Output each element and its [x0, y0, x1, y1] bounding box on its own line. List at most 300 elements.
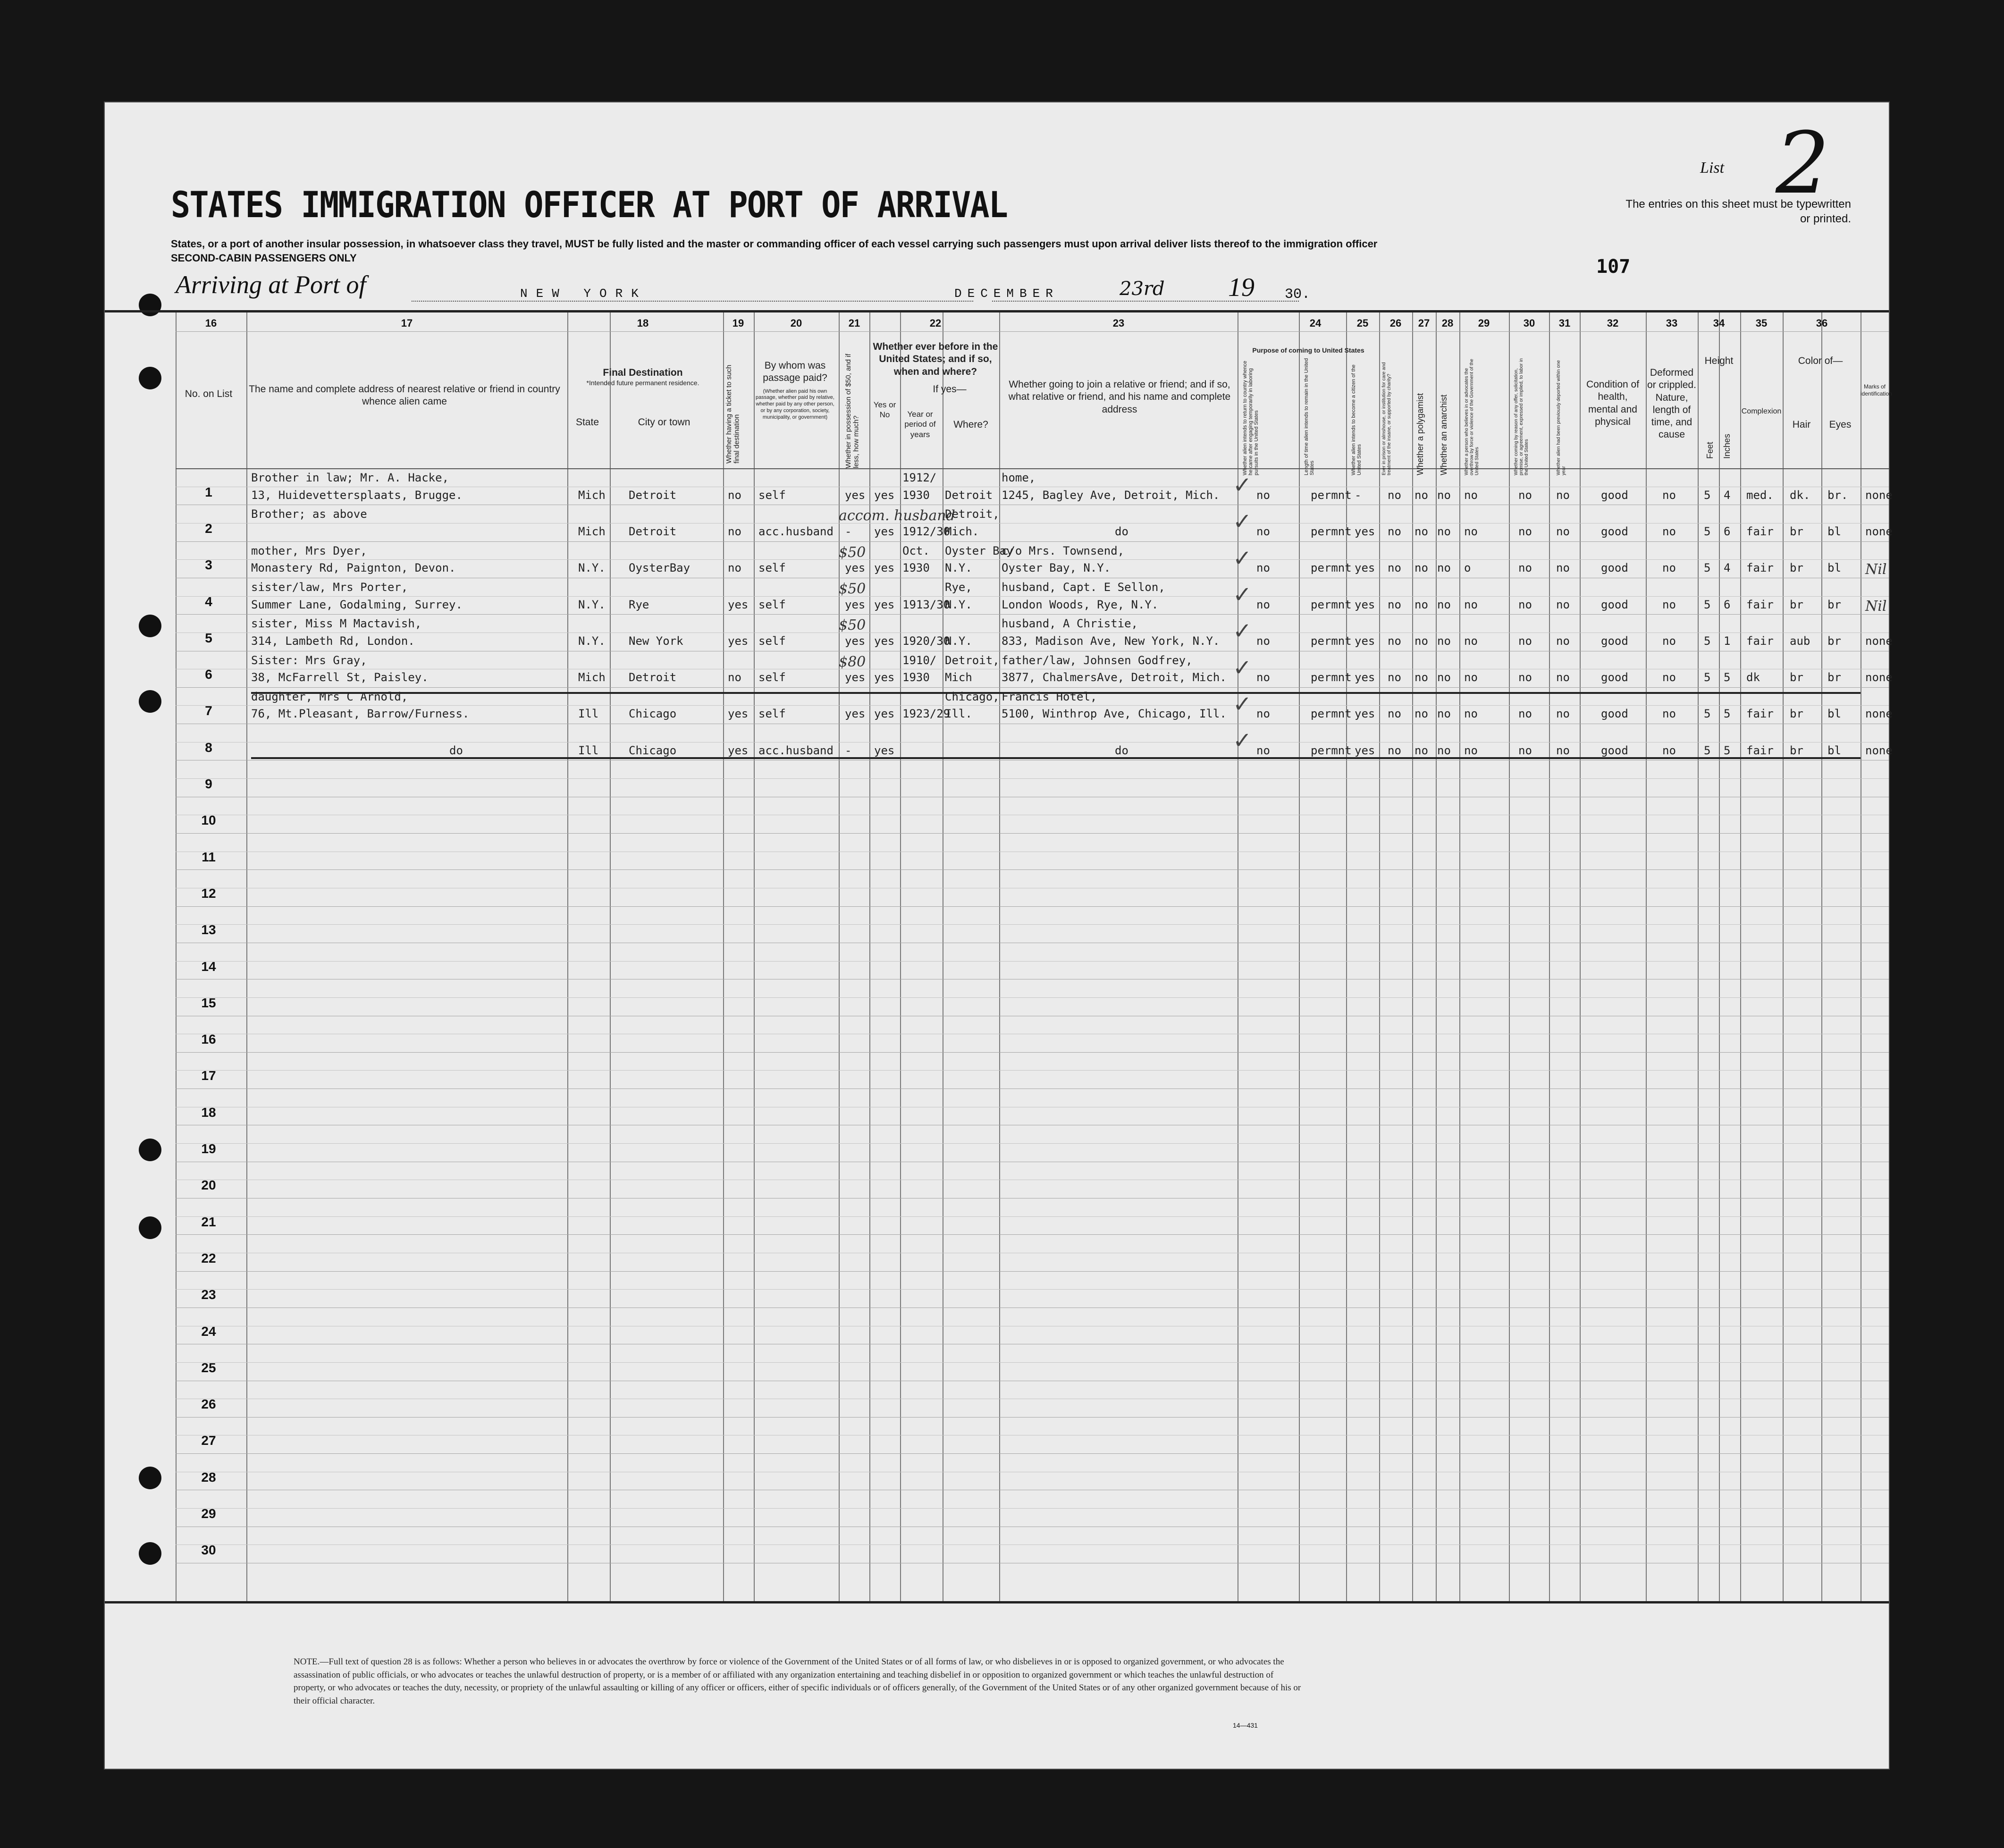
row-subline	[176, 997, 1889, 998]
intends-citizenship: yes	[1355, 524, 1375, 538]
column-divider	[246, 312, 247, 1601]
ticket-to-destination: yes	[728, 598, 749, 611]
health-condition: good	[1601, 743, 1628, 757]
labor-offer: no	[1518, 524, 1532, 538]
row-number: 3	[205, 557, 212, 573]
final-destination-title: Final Destination	[603, 367, 683, 378]
column-number: 17	[401, 317, 413, 329]
identification-marks: Nil	[1865, 561, 1887, 578]
row-line	[176, 833, 1889, 834]
intends-citizenship: yes	[1355, 598, 1375, 611]
destination-city: OysterBay	[629, 561, 690, 575]
intends-return: no	[1256, 634, 1270, 648]
header-purpose-remain: Length of time alien intends to remain in the United States	[1304, 358, 1315, 475]
column-number: 18	[637, 317, 649, 329]
intends-citizenship: yes	[1355, 743, 1375, 757]
header-eyes: Eyes	[1829, 419, 1852, 430]
ticket-to-destination: no	[728, 561, 741, 575]
previously-deported: no	[1556, 671, 1570, 684]
column-divider	[1646, 312, 1647, 1601]
intends-return: no	[1256, 488, 1270, 502]
joining-address: London Woods, Rye, N.Y.	[1002, 598, 1159, 611]
relative-address: 76, Mt.Pleasant, Barrow/Furness.	[251, 707, 470, 721]
row-subline	[176, 596, 1889, 597]
column-divider	[900, 312, 901, 1601]
column-divider	[723, 312, 724, 1601]
question-28: no	[1464, 598, 1478, 611]
identification-marks: Nil	[1865, 598, 1887, 615]
prison-or-almshouse: no	[1388, 743, 1401, 757]
relative-name: sister/law, Mrs Porter,	[251, 580, 408, 594]
identification-marks: none	[1865, 743, 1893, 757]
health-condition: good	[1601, 598, 1628, 611]
column-divider	[1783, 312, 1784, 1601]
row-number: 4	[205, 594, 212, 609]
row-number: 2	[205, 521, 212, 536]
hair-color: br	[1790, 743, 1803, 757]
destination-city: Detroit	[629, 671, 677, 684]
verification-check: ✓	[1233, 727, 1252, 754]
intends-return: no	[1256, 707, 1270, 721]
hair-color: br	[1790, 707, 1803, 721]
health-condition: good	[1601, 707, 1628, 721]
complexion: fair	[1746, 561, 1774, 575]
deformed-or-crippled: no	[1662, 671, 1676, 684]
height-feet: 5	[1704, 598, 1711, 611]
column-divider	[839, 312, 840, 1601]
port-dotline	[412, 301, 973, 302]
header-money: Whether in possession of $50, and if less, how much?	[844, 354, 860, 468]
relative-address: Summer Lane, Godalming, Surrey.	[251, 598, 463, 611]
question-28: o	[1464, 561, 1471, 575]
hair-color: br	[1790, 598, 1803, 611]
before-where-top: Chicago,	[945, 690, 1000, 703]
height-feet: 5	[1704, 707, 1711, 721]
header-question-28: Whether a person who believes in or advocates the overthrow by force or violence of the Government of the United States	[1464, 359, 1480, 475]
header-purpose-return: Whether alien intends to return to country whence he came after engaging temporarily in laboring pursuits in the United States	[1242, 361, 1260, 475]
row-number: 28	[201, 1469, 216, 1485]
header-ever-before: Whether ever before in the United States; and if so, when and where?	[873, 341, 998, 377]
complexion: fair	[1746, 524, 1774, 538]
row-number: 14	[201, 959, 216, 974]
before-where: N.Y.	[945, 634, 972, 648]
prison-or-almshouse: no	[1388, 488, 1401, 502]
previously-deported: no	[1556, 561, 1570, 575]
column-number: 28	[1441, 317, 1454, 329]
anarchist: no	[1437, 561, 1451, 575]
header-deported: Whether alien had been previously deported within one year	[1556, 360, 1566, 475]
height-feet: 5	[1704, 743, 1711, 757]
header-relative: The name and complete address of nearest relative or friend in country whence alien came	[249, 384, 560, 407]
intends-citizenship: yes	[1355, 671, 1375, 684]
header-no-on-list: No. on List	[185, 388, 233, 399]
previously-deported: no	[1556, 707, 1570, 721]
header-ticket: Whether having a ticket to such final destination	[725, 364, 741, 464]
ever-before-in-us: yes	[874, 707, 895, 721]
relative-address: 314, Lambeth Rd, London.	[251, 634, 415, 648]
header-before-yesno: Yes or No	[873, 400, 896, 420]
labor-offer: no	[1518, 561, 1532, 575]
eye-color: bl	[1827, 743, 1841, 757]
header-purpose-citizen: Whether alien intends to become a citizen of the United States	[1351, 364, 1363, 475]
polygamist: no	[1415, 524, 1428, 538]
relative-name: Brother; as above	[251, 507, 367, 521]
verification-check: ✓	[1233, 472, 1252, 498]
header-before-ifyes: If yes—	[933, 384, 967, 395]
row-subline	[176, 559, 1889, 560]
destination-state: Ill	[578, 743, 599, 757]
question-28-footnote: NOTE.—Full text of question 28 is as follows: Whether a person who believes in or advocates the overthrow by force or violence of the Government of the United States or of all forms of law, or who disbelieves in or is opposed to organized government, or who advocates the assassination of public officials, or who advocates or teaches the unlawful destruction of property, or is a member of or affiliated with any organization entertaining and teaching disbelief in or opposition to organized government or which teaches the unlawful destruction of property, or who advocates or teaches the duty, necessity, or propriety of the unlawful assaulting or killing of any officer or officers, either of specific individuals or of officers generally, of the Government of the United States or of any other organized government because of his or their official character.	[294, 1657, 1301, 1706]
before-years-top: 1912/	[902, 471, 937, 484]
complexion: fair	[1746, 634, 1774, 648]
form-subtitle	[171, 237, 1634, 265]
header-joining: Whether going to join a relative or friend; and if so, what relative or friend, and his name and complete address	[1008, 379, 1231, 415]
destination-state: Ill	[578, 707, 599, 721]
height-inches: 4	[1724, 561, 1731, 575]
row-number: 5	[205, 630, 212, 645]
destination-state: N.Y.	[578, 634, 606, 648]
header-purpose: Purpose of coming to United States	[1252, 346, 1364, 354]
destination-state: N.Y.	[578, 561, 606, 575]
eye-color: br	[1827, 598, 1841, 611]
intends-return: no	[1256, 524, 1270, 538]
length-of-stay: permnt	[1311, 488, 1352, 502]
header-health: Condition of health, mental and physical	[1586, 379, 1640, 427]
money-in-possession: yes	[845, 707, 866, 721]
deformed-or-crippled: no	[1662, 707, 1676, 721]
column-number: 19	[732, 317, 744, 329]
column-divider	[567, 312, 568, 1601]
money-in-possession: yes	[845, 561, 866, 575]
header-prison: Ever in prison or almshouse, or institution for care and treatment of the insane, or supported by charity?	[1381, 362, 1392, 475]
question-28: no	[1464, 488, 1478, 502]
row-number: 6	[205, 667, 212, 682]
prison-or-almshouse: no	[1388, 671, 1401, 684]
column-number: 16	[205, 317, 217, 329]
before-where-top: Rye,	[945, 580, 972, 594]
strike-line	[251, 692, 1861, 694]
height-inches: 1	[1724, 634, 1731, 648]
question-28: no	[1464, 707, 1478, 721]
before-years: 1912/30	[902, 524, 951, 538]
before-years: 1930	[902, 488, 930, 502]
relative-name: sister, Miss M Mactavish,	[251, 617, 422, 631]
column-number: 35	[1755, 317, 1768, 329]
identification-marks: none	[1865, 634, 1893, 648]
header-final-destination	[567, 367, 718, 388]
joining-address: do	[1115, 524, 1128, 538]
money-note: accom. husband	[839, 507, 955, 524]
column-divider	[869, 312, 870, 1601]
identification-marks: none	[1865, 488, 1893, 502]
column-divider	[1740, 312, 1741, 1601]
row-line	[176, 687, 1889, 688]
row-number: 21	[201, 1214, 216, 1229]
relative-name: Brother in law; Mr. A. Hacke,	[251, 471, 449, 484]
header-marks: Marks of identification	[1861, 383, 1892, 397]
typewritten-instruction: The entries on this sheet must be typewritten or printed.	[1625, 198, 1851, 226]
hair-color: dk.	[1790, 488, 1810, 502]
row-number: 27	[201, 1433, 216, 1448]
column-number: 23	[1112, 317, 1125, 329]
previously-deported: no	[1556, 743, 1570, 757]
column-divider	[999, 312, 1000, 1601]
list-label: List	[1700, 159, 1725, 177]
passage-paid-by: self	[758, 707, 786, 721]
column-divider	[1719, 312, 1720, 1601]
money-note: $50	[839, 580, 866, 597]
sheet-number: 107	[1596, 256, 1631, 278]
labor-offer: no	[1518, 707, 1532, 721]
row-line	[176, 1453, 1889, 1454]
before-where: N.Y.	[945, 561, 972, 575]
verification-check: ✓	[1233, 654, 1252, 681]
destination-city: Detroit	[629, 524, 677, 538]
question-28: no	[1464, 671, 1478, 684]
row-line	[176, 1234, 1889, 1235]
question-28: no	[1464, 743, 1478, 757]
intends-citizenship: yes	[1355, 634, 1375, 648]
row-number: 16	[201, 1032, 216, 1047]
height-inches: 4	[1724, 488, 1731, 502]
height-inches: 5	[1724, 707, 1731, 721]
passenger-class: SECOND-CABIN PASSENGERS ONLY	[171, 252, 357, 264]
anarchist: no	[1437, 671, 1451, 684]
row-number: 24	[201, 1324, 216, 1339]
joining-name: husband, Capt. E Sellon,	[1002, 580, 1165, 594]
ticket-to-destination: yes	[728, 743, 749, 757]
length-of-stay: permnt	[1311, 671, 1352, 684]
column-divider	[754, 312, 755, 1601]
identification-marks: none	[1865, 671, 1893, 684]
row-number: 26	[201, 1397, 216, 1412]
previously-deported: no	[1556, 634, 1570, 648]
destination-state: Mich	[578, 524, 606, 538]
identification-marks: none	[1865, 707, 1893, 721]
relative-address: do	[449, 743, 463, 757]
money-in-possession: yes	[845, 598, 866, 611]
header-before-where: Where?	[953, 419, 988, 430]
column-divider	[1821, 312, 1822, 1601]
subtitle-line: States, or a port of another insular possession, in whatsoever class they travel, MUST be fully listed and the master or commanding officer of each vessel carrying such passengers must upon arrival deliver lists thereof to the immigration officer	[171, 238, 1378, 250]
column-divider	[1549, 312, 1550, 1601]
header-complexion: Complexion	[1741, 407, 1782, 415]
anarchist: no	[1437, 634, 1451, 648]
column-divider	[1698, 312, 1699, 1601]
relative-name: Sister: Mrs Gray,	[251, 653, 367, 667]
deformed-or-crippled: no	[1662, 598, 1676, 611]
row-number: 13	[201, 922, 216, 937]
passage-paid-by: self	[758, 634, 786, 648]
relative-address: Monastery Rd, Paignton, Devon.	[251, 561, 456, 575]
health-condition: good	[1601, 524, 1628, 538]
row-line	[176, 1417, 1889, 1418]
column-divider	[1299, 312, 1300, 1601]
manifest-table	[105, 310, 1893, 1603]
money-note: $50	[839, 544, 866, 561]
before-where: Mich.	[945, 524, 979, 538]
intends-return: no	[1256, 598, 1270, 611]
header-polygamist: Whether a polygamist	[1415, 393, 1425, 475]
row-subline	[176, 1289, 1889, 1290]
joining-address: do	[1115, 743, 1128, 757]
final-destination-note: *Intended future permanent residence.	[586, 379, 699, 387]
height-feet: 5	[1704, 671, 1711, 684]
before-where: N.Y.	[945, 598, 972, 611]
passage-paid-by: self	[758, 598, 786, 611]
ever-before-in-us: yes	[874, 598, 895, 611]
before-years: 1930	[902, 671, 930, 684]
row-subline	[176, 1216, 1889, 1217]
destination-state: Mich	[578, 671, 606, 684]
joining-name: Francis Hotel,	[1002, 690, 1097, 703]
joining-address: Oyster Bay, N.Y.	[1002, 561, 1111, 575]
header-deformed: Deformed or crippled. Nature, length of time, and cause	[1647, 367, 1696, 440]
length-of-stay: permnt	[1311, 524, 1352, 538]
labor-offer: no	[1518, 488, 1532, 502]
polygamist: no	[1415, 707, 1428, 721]
length-of-stay: permnt	[1311, 707, 1352, 721]
height-feet: 5	[1704, 488, 1711, 502]
previously-deported: no	[1556, 524, 1570, 538]
anarchist: no	[1437, 598, 1451, 611]
question-28: no	[1464, 634, 1478, 648]
row-line	[176, 1271, 1889, 1272]
row-subline	[176, 742, 1889, 743]
eye-color: br.	[1827, 488, 1848, 502]
ever-before-in-us: yes	[874, 671, 895, 684]
relative-address: 38, McFarrell St, Paisley.	[251, 671, 429, 684]
column-number: 36	[1816, 317, 1828, 329]
before-years: 1920/30	[902, 634, 951, 648]
header-city: City or town	[638, 417, 690, 428]
before-where-top: Oyster Bay	[945, 544, 1013, 557]
health-condition: good	[1601, 488, 1628, 502]
complexion: med.	[1746, 488, 1774, 502]
anarchist: no	[1437, 524, 1451, 538]
ever-before-in-us: yes	[874, 743, 895, 757]
passage-paid-by: self	[758, 561, 786, 575]
before-where: Detroit	[945, 488, 993, 502]
intends-citizenship: yes	[1355, 561, 1375, 575]
row-subline	[176, 1508, 1889, 1509]
before-where: Ill.	[945, 707, 972, 721]
height-inches: 6	[1724, 598, 1731, 611]
hair-color: aub	[1790, 634, 1810, 648]
ever-before-in-us: yes	[874, 561, 895, 575]
row-subline	[176, 1070, 1889, 1071]
column-number: 26	[1389, 317, 1402, 329]
column-divider	[1346, 312, 1347, 1601]
row-line	[176, 614, 1889, 615]
destination-city: New York	[629, 634, 683, 648]
deformed-or-crippled: no	[1662, 488, 1676, 502]
arrival-month: DECEMBER	[954, 287, 1059, 301]
column-divider	[1436, 312, 1437, 1601]
joining-name: husband, A Christie,	[1002, 617, 1138, 631]
before-years: 1913/30	[902, 598, 951, 611]
row-number: 8	[205, 740, 212, 755]
money-note: $50	[839, 617, 866, 634]
joining-address: 833, Madison Ave, New York, N.Y.	[1002, 634, 1220, 648]
row-number: 29	[201, 1506, 216, 1521]
hair-color: br	[1790, 524, 1803, 538]
passage-paid-by: self	[758, 488, 786, 502]
anarchist: no	[1437, 707, 1451, 721]
complexion: dk	[1746, 671, 1760, 684]
question-28: no	[1464, 524, 1478, 538]
row-number: 7	[205, 703, 212, 718]
row-number: 23	[201, 1287, 216, 1302]
passage-paid-note: (Whether alien paid his own passage, whether paid by relative, whether paid by any other person, or by any corporation, society, municipality, or government)	[756, 388, 834, 420]
money-in-possession: -	[845, 524, 852, 538]
complexion: fair	[1746, 598, 1774, 611]
column-number: 25	[1356, 317, 1369, 329]
column-divider	[1379, 312, 1380, 1601]
verification-check: ✓	[1233, 545, 1252, 572]
destination-city: Chicago	[629, 707, 677, 721]
polygamist: no	[1415, 488, 1428, 502]
before-where: Mich	[945, 671, 972, 684]
column-number: 32	[1607, 317, 1619, 329]
intends-citizenship: -	[1355, 488, 1362, 502]
arrival-year: 30.	[1285, 287, 1311, 303]
height-inches: 6	[1724, 524, 1731, 538]
header-height: Height	[1704, 355, 1734, 366]
money-note: $80	[839, 653, 866, 670]
header-before-year: Year or period of years	[904, 410, 936, 439]
verification-check: ✓	[1233, 691, 1252, 717]
hair-color: br	[1790, 561, 1803, 575]
before-where-top: Detroit,	[945, 653, 1000, 667]
relative-address: 13, Huidevettersplaats, Brugge.	[251, 488, 463, 502]
relative-name: mother, Mrs Dyer,	[251, 544, 367, 557]
row-number: 18	[201, 1105, 216, 1120]
header-hair: Hair	[1792, 419, 1811, 430]
intends-return: no	[1256, 743, 1270, 757]
joining-address: 5100, Winthrop Ave, Chicago, Ill.	[1002, 707, 1227, 721]
column-divider	[1412, 312, 1413, 1601]
health-condition: good	[1601, 671, 1628, 684]
port-of-arrival: NEW YORK	[520, 287, 647, 301]
ticket-to-destination: yes	[728, 707, 749, 721]
height-inches: 5	[1724, 671, 1731, 684]
height-inches: 5	[1724, 743, 1731, 757]
column-divider	[1580, 312, 1581, 1601]
length-of-stay: permnt	[1311, 634, 1352, 648]
column-number: 34	[1713, 317, 1725, 329]
eye-color: br	[1827, 634, 1841, 648]
before-where-top: Detroit,	[945, 507, 1000, 521]
column-number: 29	[1478, 317, 1490, 329]
before-years-top: Oct.	[902, 544, 930, 557]
passage-paid-title: By whom was passage paid?	[763, 360, 827, 384]
ever-before-in-us: yes	[874, 524, 895, 538]
row-subline	[176, 961, 1889, 962]
row-subline	[176, 778, 1889, 779]
destination-city: Detroit	[629, 488, 677, 502]
intends-return: no	[1256, 561, 1270, 575]
column-number: 30	[1523, 317, 1535, 329]
column-number: 20	[790, 317, 802, 329]
row-number: 1	[205, 484, 212, 499]
row-number: 12	[201, 886, 216, 901]
joining-name: c/o Mrs. Townsend,	[1002, 544, 1125, 557]
polygamist: no	[1415, 743, 1428, 757]
header-inches: Inches	[1722, 433, 1732, 459]
deformed-or-crippled: no	[1662, 634, 1676, 648]
polygamist: no	[1415, 561, 1428, 575]
